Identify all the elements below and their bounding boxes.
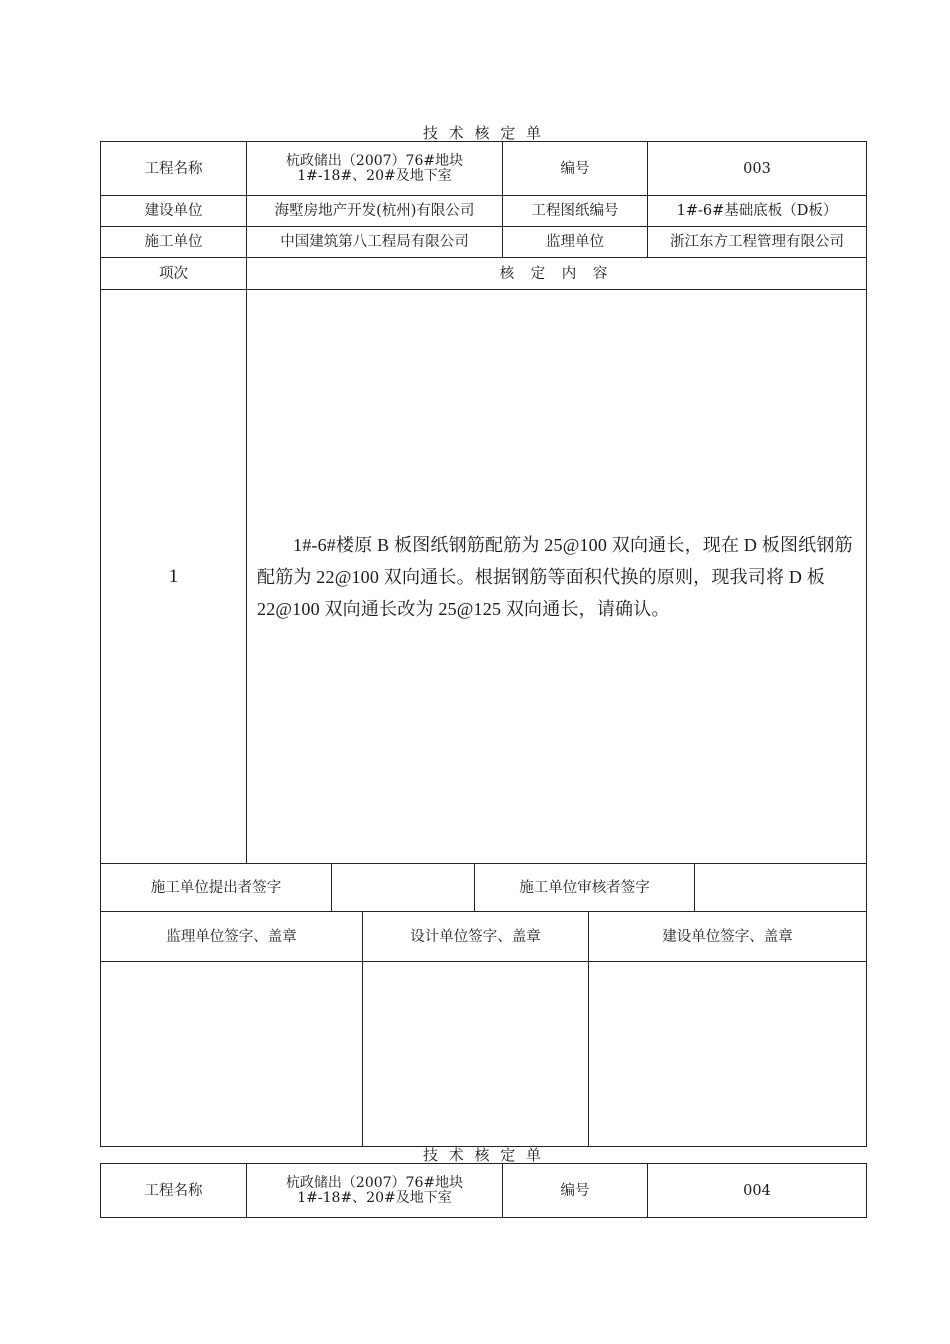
reviewer-sign-label: 施工单位审核者签字 — [475, 864, 695, 912]
number-label: 编号 — [503, 142, 648, 196]
form2-project-name-label: 工程名称 — [101, 1164, 247, 1217]
reviewer-sign-field[interactable] — [695, 864, 866, 912]
designer-seal-area[interactable] — [363, 962, 589, 1146]
content-text: 1#-6#楼原 B 板图纸钢筋配筋为 25@100 双向通长，现在 D 板图纸钢筋配筋为 22@100 双向通长。根据钢筋等面积代换的原则，现我司将 D 板 22@100 双向通长改为 25@125 双向通长，请确认。 — [257, 534, 853, 619]
contractor-value: 中国建筑第八工程局有限公司 — [247, 227, 503, 258]
owner-label: 建设单位 — [101, 196, 247, 227]
content-header: 核 定 内 容 — [247, 258, 866, 290]
owner-value: 海墅房地产开发(杭州)有限公司 — [247, 196, 503, 227]
supervisor-sign-label: 监理单位签字、盖章 — [101, 912, 363, 962]
form2-number-label: 编号 — [503, 1164, 648, 1217]
designer-sign-label: 设计单位签字、盖章 — [363, 912, 589, 962]
content-cell — [247, 290, 866, 864]
supervisor-label: 监理单位 — [503, 227, 648, 258]
owner-sign-label: 建设单位签字、盖章 — [589, 912, 866, 962]
contractor-label: 施工单位 — [101, 227, 247, 258]
drawing-no-value: 1#-6#基础底板（D板） — [648, 196, 866, 227]
drawing-no-label: 工程图纸编号 — [503, 196, 648, 227]
proposer-sign-label: 施工单位提出者签字 — [101, 864, 332, 912]
proposer-sign-field[interactable] — [332, 864, 475, 912]
project-name-value: 杭政储出（2007）76#地块 1#-18#、20#及地下室 — [247, 142, 503, 196]
owner-seal-area[interactable] — [589, 962, 866, 1146]
supervisor-value: 浙江东方工程管理有限公司 — [648, 227, 866, 258]
form-title: 技 术 核 定 单 — [422, 124, 545, 142]
item-header: 项次 — [101, 258, 247, 290]
form2-project-name-value: 杭政储出（2007）76#地块 1#-18#、20#及地下室 — [247, 1164, 503, 1217]
item-number: 1 — [101, 290, 247, 864]
form2-table — [100, 1163, 867, 1218]
number-value: 003 — [648, 142, 866, 196]
form-table — [100, 141, 867, 1147]
form2-number-value: 004 — [743, 1182, 771, 1199]
form2-title: 技 术 核 定 单 — [422, 1146, 545, 1164]
supervisor-seal-area[interactable] — [101, 962, 363, 1146]
project-name-label: 工程名称 — [101, 142, 247, 196]
